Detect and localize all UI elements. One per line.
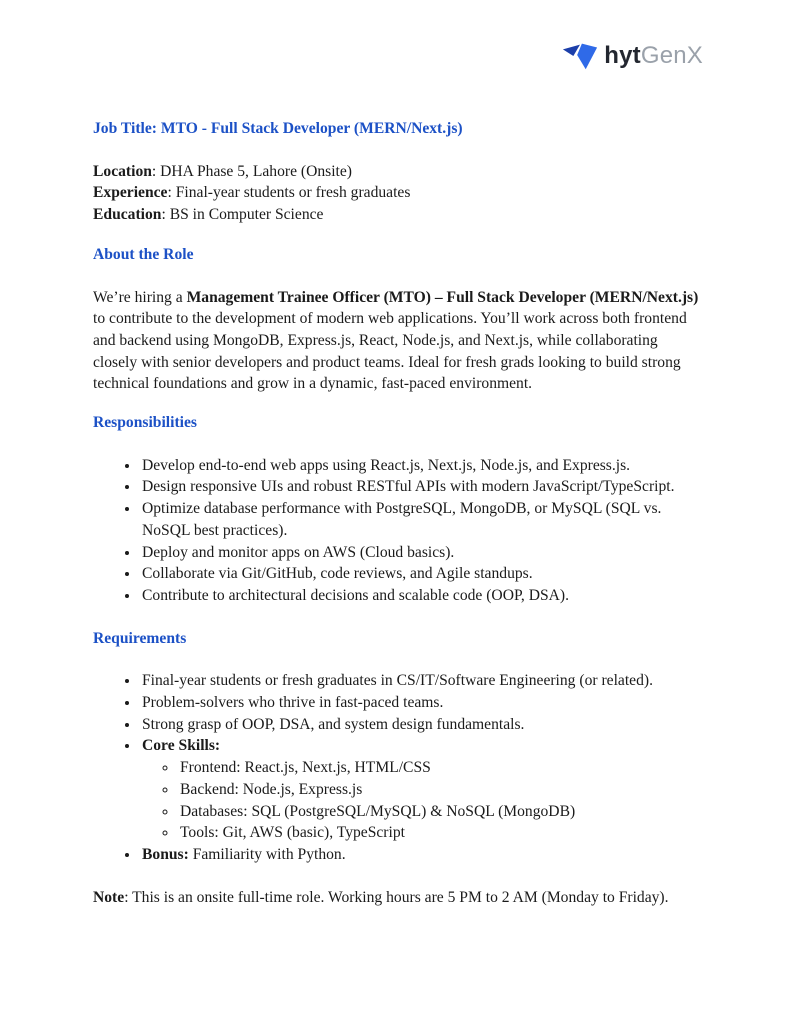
sub-bullet-item: ◦ Databases: SQL (PostgreSQL/MySQL) & NoSQL (MongoDB) bbox=[178, 801, 705, 823]
brand-name bbox=[604, 40, 703, 72]
bullet-item: • Develop end-to-end web apps using React.js, Next.js, Node.js, and Express.js. bbox=[140, 455, 705, 477]
responsibilities-heading: Responsibilities bbox=[93, 414, 197, 432]
sub-bullet-item: ◦ Tools: Git, AWS (basic), TypeScript bbox=[178, 822, 705, 844]
bullet-item: • Strong grasp of OOP, DSA, and system design fundamentals. bbox=[140, 714, 705, 736]
bullet-item: • Final-year students or fresh graduates in CS/IT/Software Engineering (or related). bbox=[140, 670, 705, 692]
responsibilities-list bbox=[93, 455, 705, 607]
sub-bullet-item: ◦ Frontend: React.js, Next.js, HTML/CSS bbox=[178, 757, 705, 779]
bullet-item: • Collaborate via Git/GitHub, code reviews, and Agile standups. bbox=[140, 563, 705, 585]
bullet-item: • Problem-solvers who thrive in fast-paced teams. bbox=[140, 692, 705, 714]
note-line bbox=[93, 887, 705, 909]
bullet-item: • Deploy and monitor apps on AWS (Cloud basics). bbox=[140, 542, 705, 564]
note-text: : This is an onsite full-time role. Working hours are 5 PM to 2 AM (Monday to Friday). bbox=[124, 888, 669, 906]
bullet-item: • Contribute to architectural decisions and scalable code (OOP, DSA). bbox=[140, 585, 705, 607]
job-meta-block bbox=[93, 161, 705, 226]
about-heading: About the Role bbox=[93, 245, 194, 263]
brand-name-bold: hyt bbox=[604, 42, 641, 69]
bullet-item: • Core Skills: ◦ Frontend: React.js, Next.js, HTML/CSS ◦ Backend: Node.js, Express.js ◦ Databases: SQL (PostgreSQL/MySQL) & NoSQL (MongoDB) ◦ Tools: Git, AWS (basic), TypeScript bbox=[140, 735, 705, 844]
brand-name-light: GenX bbox=[640, 42, 703, 69]
document-body bbox=[93, 118, 705, 908]
hytgenx-logo bbox=[561, 40, 703, 72]
sub-bullet-item: ◦ Backend: Node.js, Express.js bbox=[178, 779, 705, 801]
sub-bullet-list bbox=[142, 757, 705, 844]
meta-row: Education: BS in Computer Science bbox=[93, 206, 324, 224]
hytgenx-logo-icon bbox=[561, 40, 599, 72]
requirements-heading: Requirements bbox=[93, 629, 187, 647]
bullet-item: • Design responsive UIs and robust RESTful APIs with modern JavaScript/TypeScript. bbox=[140, 476, 705, 498]
meta-row: Experience: Final-year students or fresh graduates bbox=[93, 184, 411, 202]
bullet-item: • Bonus: Familiarity with Python. bbox=[140, 844, 705, 866]
requirements-list bbox=[93, 670, 705, 865]
note-label: Note bbox=[93, 888, 125, 906]
meta-row: Location: DHA Phase 5, Lahore (Onsite) bbox=[93, 162, 352, 180]
job-title-heading: Job Title: MTO - Full Stack Developer (MERN/Next.js) bbox=[93, 120, 463, 137]
about-paragraph: We’re hiring a Management Trainee Officer (MTO) – Full Stack Developer (MERN/Next.js) to contribute to the development of modern web applications. You’ll work across both frontend and backend using MongoDB, Express.js, React, Node.js, and Next.js, while collaborating closely with senior developers and product teams. Ideal for fresh grads looking to build strong technical foundations and grow in a dynamic, fast-paced environment. bbox=[93, 288, 699, 393]
bullet-item: • Optimize database performance with PostgreSQL, MongoDB, or MySQL (SQL vs. NoSQL best practices). bbox=[140, 498, 705, 541]
page-header bbox=[561, 40, 703, 72]
